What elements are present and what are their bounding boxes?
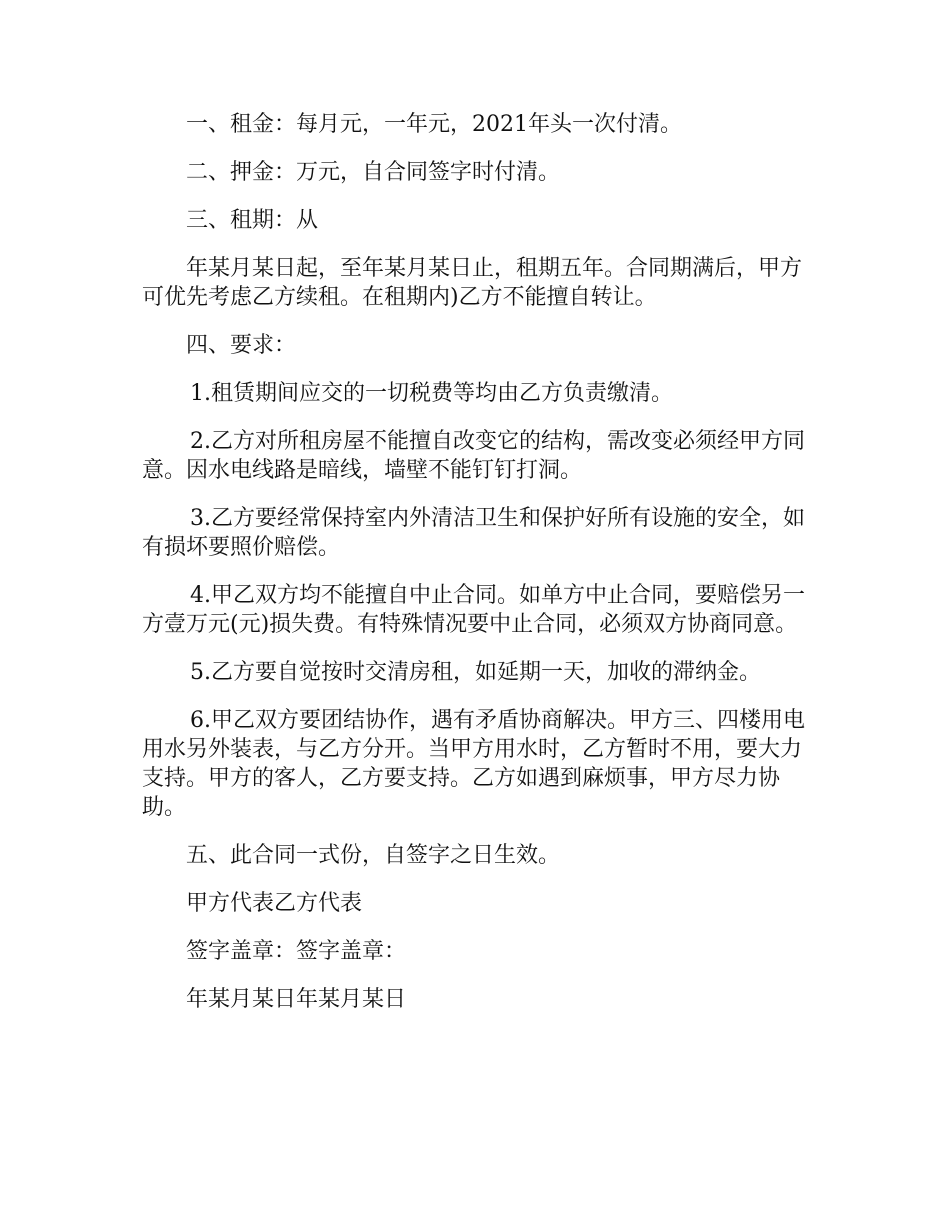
contract-body [142,110,822,1033]
effective-clause: 五、此合同一式份，自签字之日生效。 [186,843,561,868]
date-line: 年某月某日年某月某日 [186,987,407,1012]
term-heading: 三、租期：从 [186,208,319,233]
requirement-1: 1.租赁期间应交的一切税费等均由乙方负责缴清。 [190,381,673,406]
term-clause: 年某月某日起，至年某月某日止，租期五年。合同期满后，甲方可优先考虑乙方续租。在租期内)乙方不能擅自转让。 [142,256,803,310]
requirement-5: 5.乙方要自觉按时交清房租，如延期一天，加收的滞纳金。 [190,660,761,685]
requirement-2: 2.乙方对所租房屋不能擅自改变它的结构，需改变必须经甲方同意。因水电线路是暗线，墙壁不能钉钉打洞。 [142,429,805,483]
requirement-6: 6.甲乙双方要团结协作，遇有矛盾协商解决。甲方三、四楼用电用水另外装表，与乙方分开。当甲方用水时，乙方暂时不用，要大力支持。甲方的客人，乙方要支持。乙方如遇到麻烦事，甲方尽力协助。 [142,708,805,820]
representatives-line: 甲方代表乙方代表 [186,891,363,916]
deposit-clause: 二、押金：万元，自合同签字时付清。 [186,160,561,185]
requirement-3: 3.乙方要经常保持室内外清洁卫生和保护好所有设施的安全，如有损坏要照价赔偿。 [142,506,805,560]
requirements-heading: 四、要求： [186,333,297,358]
requirement-4: 4.甲乙双方均不能擅自中止合同。如单方中止合同，要赔偿另一方壹万元(元)损失费。有特殊情况要中止合同，必须双方协商同意。 [142,583,805,637]
signature-line: 签字盖章：签字盖章： [186,939,407,964]
rent-clause: 一、租金：每月元，一年元，2021年头一次付清。 [186,112,682,137]
